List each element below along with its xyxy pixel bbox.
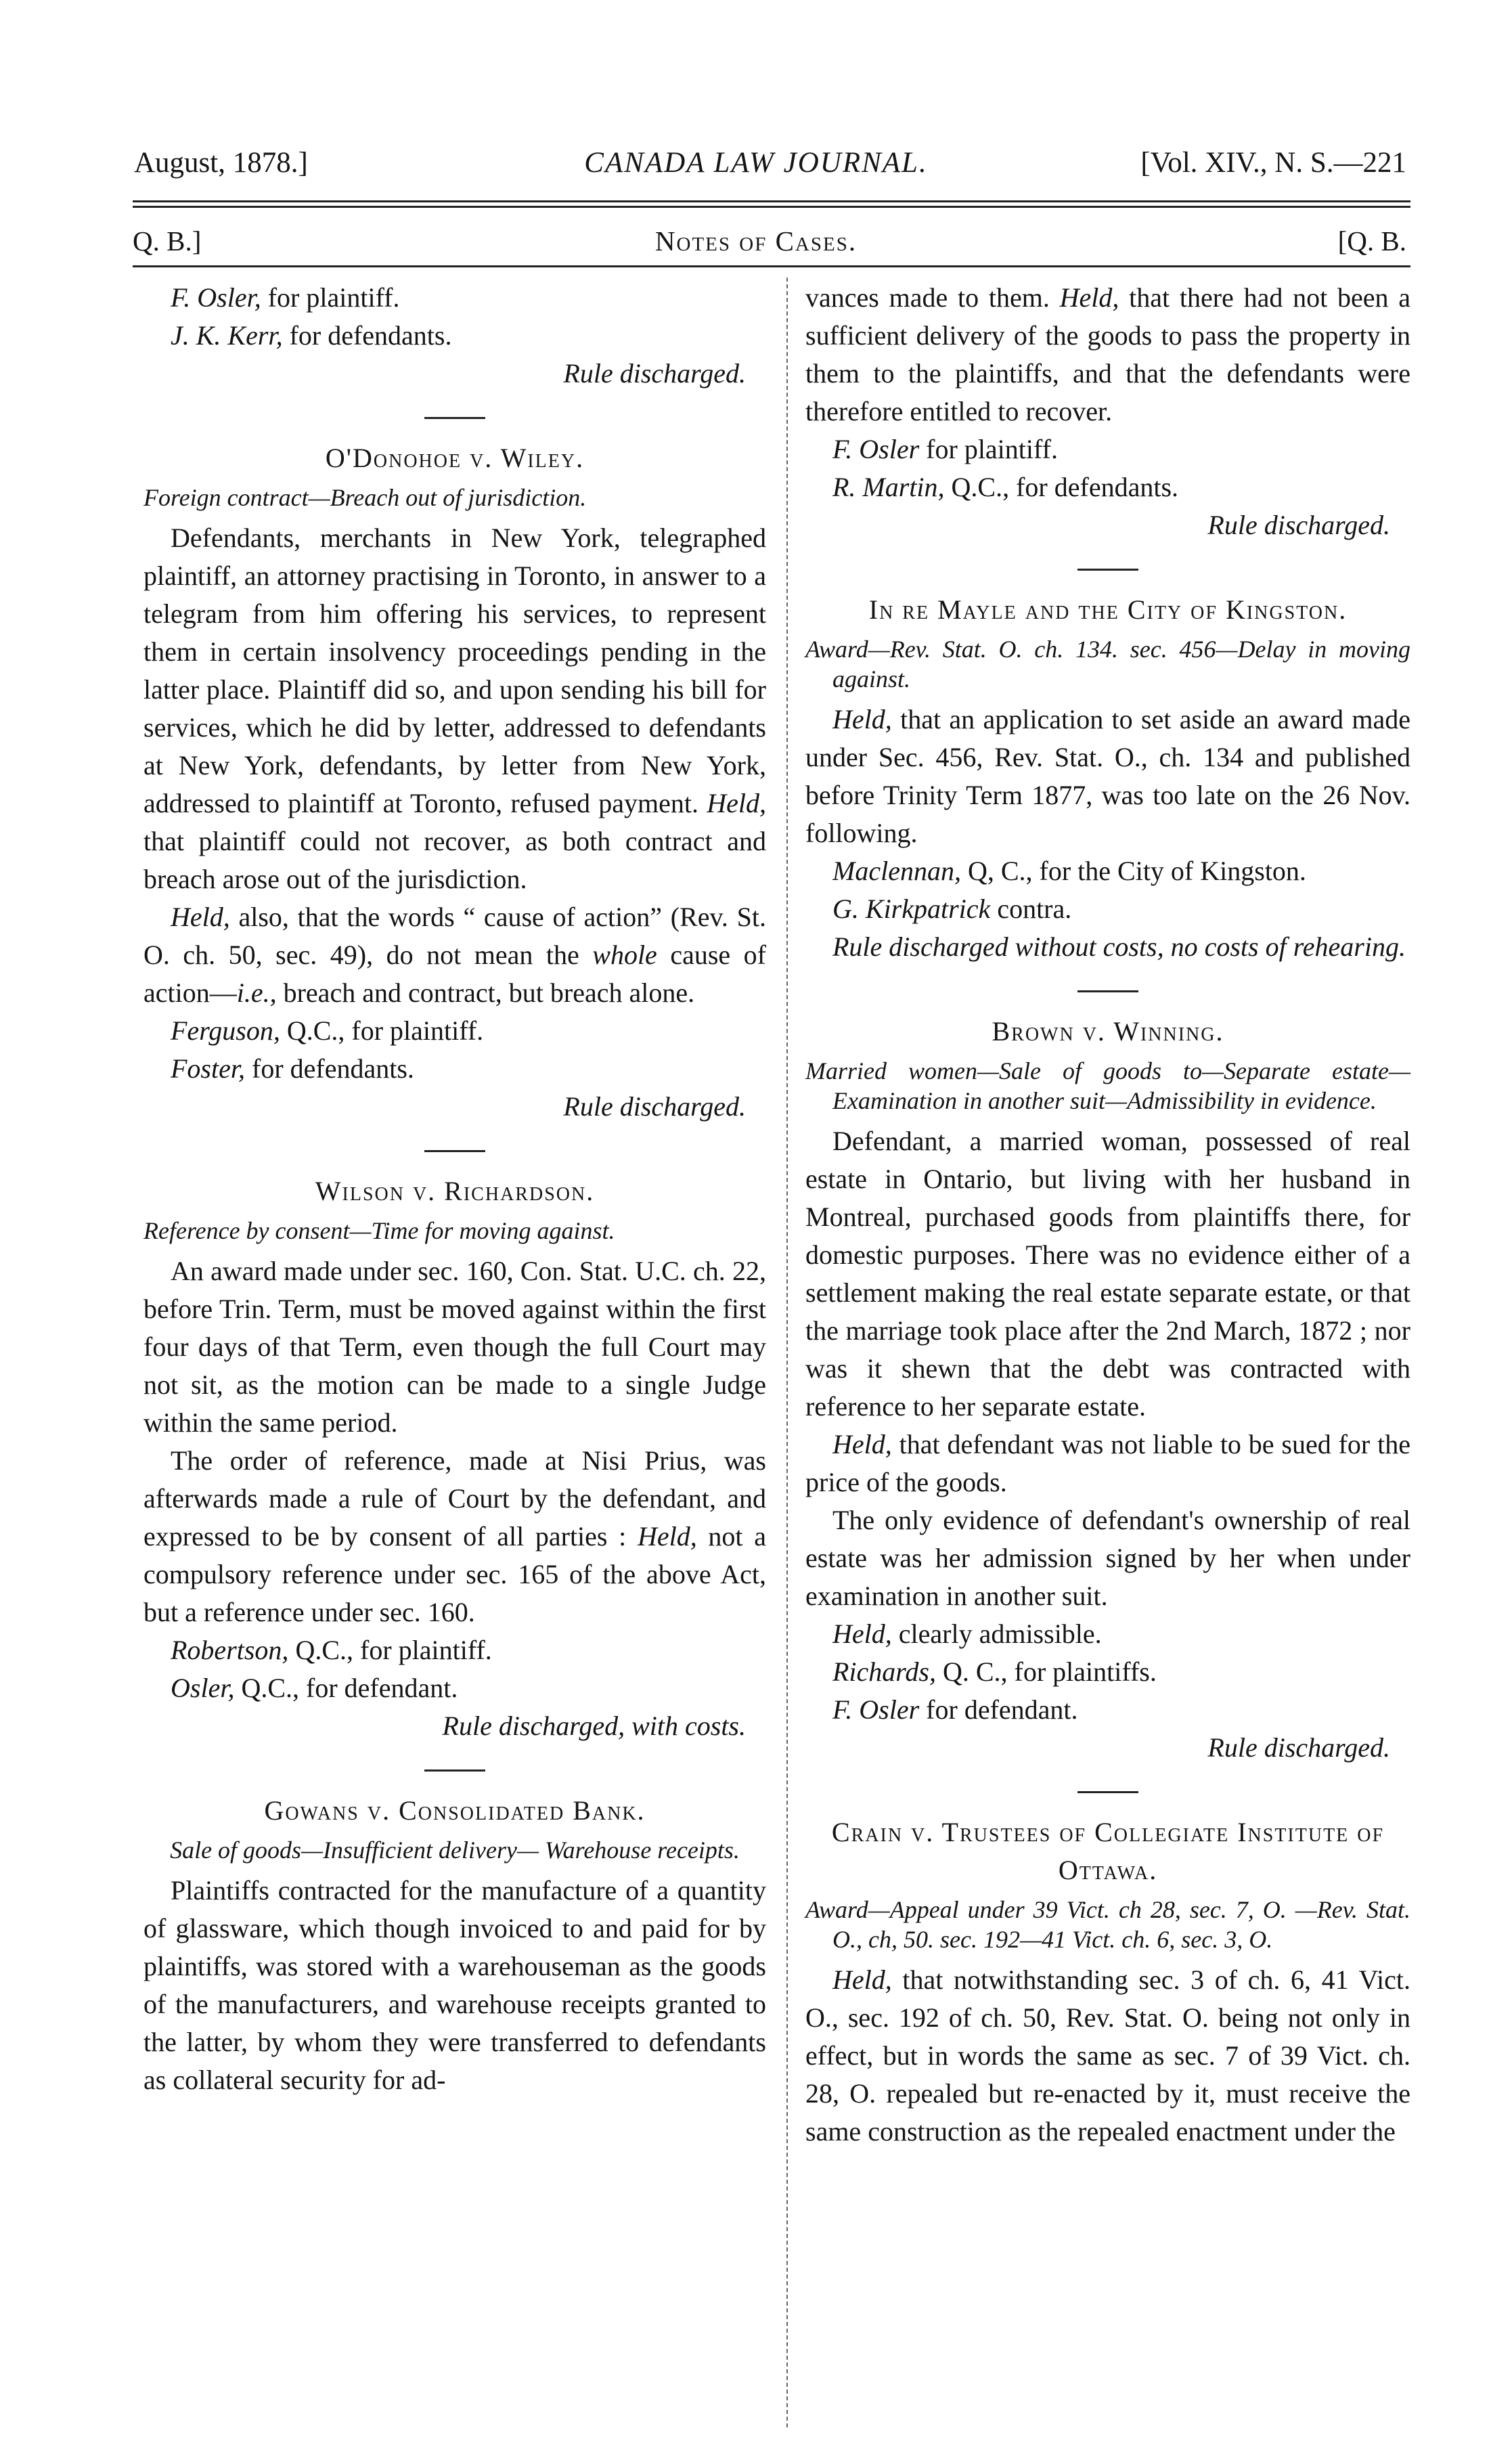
text: breach and contract, but breach alone. (276, 977, 695, 1008)
case-separator (424, 1769, 485, 1772)
case-separator (1077, 569, 1138, 571)
counsel-role: Q.C., for plaintiff. (288, 1635, 492, 1665)
text: clearly admissible. (891, 1619, 1102, 1649)
text: not a compulsory reference under sec. 165 of the above Act, but a reference under sec. 160. (143, 1521, 766, 1627)
case-paragraph: Plaintiffs contracted for the manufacture of a quantity of glassware, which though invoiced to and paid for by plaintiffs, was stored with a warehouseman as the goods of the manufacturers, and warehouse receipts granted to the latter, by whom they were transferred to defendants as collateral security for ad- (143, 1875, 766, 2095)
case-title: Wilson v. Richardson. (315, 1176, 595, 1206)
counsel-line (805, 1691, 1410, 1729)
counsel-role: for defendant. (919, 1694, 1078, 1725)
case-paragraph (805, 1426, 1410, 1501)
case-catchline: Award—Rev. Stat. O. ch. 134. sec. 456—Delay in moving against. (805, 636, 1410, 692)
ruling: Rule discharged. (563, 1091, 746, 1122)
ruling: Rule discharged. (1207, 510, 1390, 540)
court-left: Q. B.] (133, 225, 202, 257)
counsel-line (805, 890, 1410, 928)
header-date: August, 1878.] (134, 147, 308, 179)
counsel-line (805, 1653, 1410, 1691)
ruling: Rule discharged without costs, no costs of rehearing. (832, 931, 1406, 962)
counsel-line (143, 1012, 766, 1050)
text: vances made to them. (805, 282, 1060, 313)
emphasis: whole (592, 940, 657, 970)
counsel-role: for defendants. (245, 1053, 414, 1084)
ruling: Rule discharged. (1207, 1732, 1390, 1763)
emphasis: i.e., (236, 977, 277, 1008)
right-column (805, 279, 1410, 2151)
counsel-role: Q.C., for plaintiff. (280, 1015, 484, 1046)
counsel-role: for defendants. (282, 320, 452, 351)
counsel-name: Osler, (171, 1673, 235, 1703)
held-word: Held, (637, 1521, 697, 1552)
case-title: In re Mayle and the City of Kingston. (868, 594, 1348, 625)
counsel-name: J. K. Kerr, (171, 320, 283, 351)
text: that defendant was not liable to be sued for the price of the goods. (805, 1429, 1410, 1497)
held-word: Held, (832, 1429, 892, 1459)
case-separator (424, 1150, 485, 1152)
case-separator (424, 417, 485, 419)
case-catchline: Reference by consent—Time for moving against. (143, 1217, 615, 1244)
ruling: Rule discharged. (563, 358, 746, 389)
left-column (143, 279, 766, 2099)
case-separator (1077, 1791, 1138, 1793)
held-word: Held, (1059, 282, 1119, 313)
case-paragraph: An award made under sec. 160, Con. Stat. U.C. ch. 22, before Trin. Term, must be moved against within the first four days of that Term, even though the full Court may not sit, as the motion can be made to a single Judge within the same period. (143, 1256, 766, 1438)
counsel-line (143, 1669, 766, 1707)
case-title: O'Donohoe v. Wiley. (325, 443, 585, 473)
counsel-name: Richards, (832, 1656, 936, 1687)
text: The order of reference, made at Nisi Prius, was afterwards made a rule of Court by the defendant, and expressed to be by consent of all parties : (143, 1445, 766, 1552)
section-title: Notes of Cases. (654, 225, 858, 257)
header-rule-top (133, 200, 1410, 202)
counsel-line (143, 1631, 766, 1669)
case-paragraph (805, 701, 1410, 852)
court-right: [Q. B. (1337, 225, 1406, 257)
counsel-line (805, 431, 1410, 468)
counsel-line (805, 468, 1410, 506)
counsel-role: Q. C., for plaintiffs. (935, 1656, 1157, 1687)
volume-page: [Vol. XIV., N. S.—221 (1140, 147, 1406, 179)
counsel-role: for plaintiff. (919, 434, 1058, 464)
counsel-name: R. Martin, (832, 472, 945, 502)
counsel-line (805, 852, 1410, 890)
text: that an application to set aside an award made under Sec. 456, Rev. Stat. O., ch. 134 and published before Trinity Term 1877, was too late on the 26 Nov. following. (805, 704, 1410, 848)
held-word: Held, (171, 902, 230, 932)
counsel-name: Maclennan, (832, 856, 961, 886)
case-catchline: Award—Appeal under 39 Vict. ch 28, sec. 7, O. —Rev. Stat. O., ch, 50. sec. 192—41 Vict. ch. 6, sec. 3, O. (805, 1896, 1410, 1953)
case-catchline: Sale of goods—Insufficient delivery— Warehouse receipts. (170, 1837, 740, 1864)
held-word: Held, (832, 1964, 892, 1995)
held-word: Held, (832, 1619, 892, 1649)
counsel-name: F. Osler, (171, 282, 261, 313)
counsel-name: F. Osler (832, 1694, 920, 1725)
case-paragraph (143, 519, 766, 898)
case-separator (1077, 990, 1138, 992)
text: that there had not been a sufficient delivery of the goods to pass the property in them to the plaintiffs, and that the defendants were therefore entitled to recover. (805, 282, 1410, 426)
case-paragraph (805, 279, 1410, 431)
case-catchline: Married women—Sale of goods to—Separate estate— Examination in another suit—Admissibility in evidence. (805, 1057, 1410, 1114)
case-title: Crain v. Trustees of Collegiate Institute of Ottawa. (831, 1817, 1385, 1885)
case-paragraph (805, 1961, 1410, 2151)
column-divider (786, 278, 788, 2427)
text: that notwithstanding sec. 3 of ch. 6, 41 Vict. O., sec. 192 of ch. 50, Rev. Stat. O. being not only in effect, but in words the same as sec. 7 of 39 Vict. ch. 28, O. repealed but re-enacted by it, must receive the same construction as the repealed enactment under the (805, 1964, 1410, 2147)
counsel-name: Foster, (171, 1053, 245, 1084)
case-paragraph: Defendant, a married woman, possessed of real estate in Ontario, but living with her husband in Montreal, purchased goods from plaintiffs there, for domestic purposes. There was no evidence either of a settlement making the real estate separate estate, or that the marriage took place after the 2nd March, 1872 ; nor was it shewn that the debt was contracted with reference to her separate estate. (805, 1126, 1410, 1422)
case-catchline: Foreign contract—Breach out of jurisdiction. (143, 484, 587, 511)
counsel-name: G. Kirkpatrick (832, 894, 991, 924)
text: cause of action— (143, 940, 766, 1008)
counsel-line (143, 279, 766, 317)
counsel-role: Q.C., for defendant. (234, 1673, 458, 1703)
counsel-name: Ferguson, (171, 1015, 280, 1046)
journal-title: CANADA LAW JOURNAL. (584, 147, 928, 179)
counsel-role: for plaintiff. (261, 282, 400, 313)
counsel-role: Q.C., for defendants. (944, 472, 1179, 502)
held-word: Held, (832, 704, 892, 734)
counsel-name: F. Osler (832, 434, 920, 464)
text: Defendants, merchants in New York, telegraphed plaintiff, an attorney practising in Toronto, in answer to a telegram from him offering his services, to represent them in certain insolvency proceedings pending in the latter place. Plaintiff did so, and upon sending his bill for services, which he did by letter, addressed to defendants at New York, defendants, by letter from New York, addressed to plaintiff at Toronto, refused payment. (143, 523, 766, 818)
case-paragraph (805, 1615, 1410, 1653)
header-rule-bottom (133, 206, 1410, 208)
counsel-role: Q, C., for the City of Kingston. (960, 856, 1306, 886)
counsel-line (143, 1050, 766, 1088)
text: that plaintiff could not recover, as both contract and breach arose out of the jurisdiction. (143, 826, 766, 894)
ruling: Rule discharged, with costs. (442, 1711, 746, 1741)
case-paragraph: The only evidence of defendant's ownership of real estate was her admission signed by her when under examination in another suit. (805, 1505, 1410, 1611)
counsel-role: contra. (990, 894, 1072, 924)
subheader-rule (133, 265, 1410, 267)
counsel-line (143, 317, 766, 355)
held-word: Held, (707, 788, 767, 818)
counsel-name: Robertson, (171, 1635, 289, 1665)
case-paragraph (143, 1442, 766, 1631)
case-title: Gowans v. Consolidated Bank. (264, 1795, 646, 1826)
case-title: Brown v. Winning. (992, 1016, 1224, 1047)
text: also, that the words “ cause of action” (Rev. St. O. ch. 50, sec. 49), do not mean the (143, 902, 766, 970)
case-paragraph (143, 898, 766, 1012)
